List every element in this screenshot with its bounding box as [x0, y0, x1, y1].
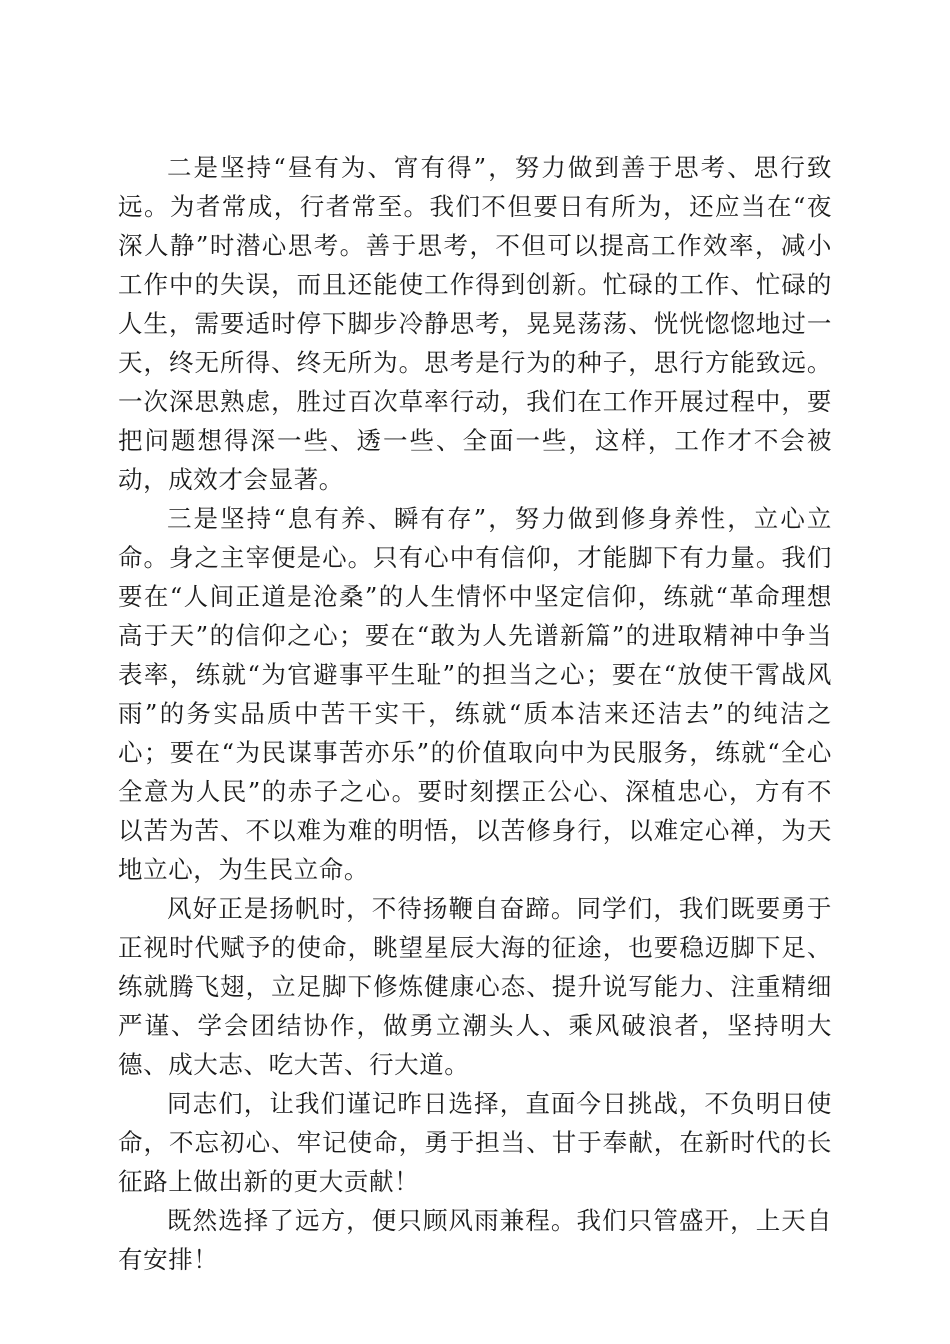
paragraph-closing: 既然选择了远方，便只顾风雨兼程。我们只管盛开，上天自有安排！: [118, 1206, 832, 1274]
paragraph-persist-reflection: 二是坚持“昼有为、宵有得”，努力做到善于思考、思行致远。为者常成，行者常至。我们不但要日有所为，还应当在“夜深人静”时潜心思考。善于思考，不但可以提高工作效率，减小工作中的失误，而且还能使工作得到创新。忙碌的工作、忙碌的人生，需要适时停下脚步冷静思考，晃晃荡荡、恍恍惚惚地过一天，终无所得、终无所为。思考是行为的种子，思行方能致远。一次深思熟虑，胜过百次草率行动，我们在工作开展过程中，要把问题想得深一些、透一些、全面一些，这样，工作才不会被动，成效才会显著。: [118, 153, 832, 494]
paragraph-self-cultivation: 三是坚持“息有养、瞬有存”，努力做到修身养性，立心立命。身之主宰便是心。只有心中有信仰，才能脚下有力量。我们要在“人间正道是沧桑”的人生情怀中坚定信仰，练就“革命理想高于天”的信仰之心；要在“敢为人先谱新篇”的进取精神中争当表率，练就“为官避事平生耻”的担当之心；要在“放使干霄战风雨”的务实品质中苦干实干，练就“质本洁来还洁去”的纯洁之心；要在“为民谋事苦亦乐”的价值取向中为民服务，练就“全心全意为人民”的赤子之心。要时刻摆正公心、深植忠心，方有不以苦为苦、不以难为难的明悟，以苦修身行，以难定心禅，为天地立心，为生民立命。: [118, 504, 832, 884]
paragraph-set-sail: 风好正是扬帆时，不待扬鞭自奋蹄。同学们，我们既要勇于正视时代赋予的使命，眺望星辰大海的征途，也要稳迈脚下足、练就腾飞翅，立足脚下修炼健康心态、提升说写能力、注重精细严谨、学会团结协作，做勇立潮头人、乘风破浪者，坚持明大德、成大志、吃大苦、行大道。: [118, 894, 832, 1079]
paragraph-comrades-call: 同志们，让我们谨记昨日选择，直面今日挑战，不负明日使命，不忘初心、牢记使命，勇于担当、甘于奉献，在新时代的长征路上做出新的更大贡献！: [118, 1089, 832, 1196]
document-body: [118, 148, 832, 1279]
